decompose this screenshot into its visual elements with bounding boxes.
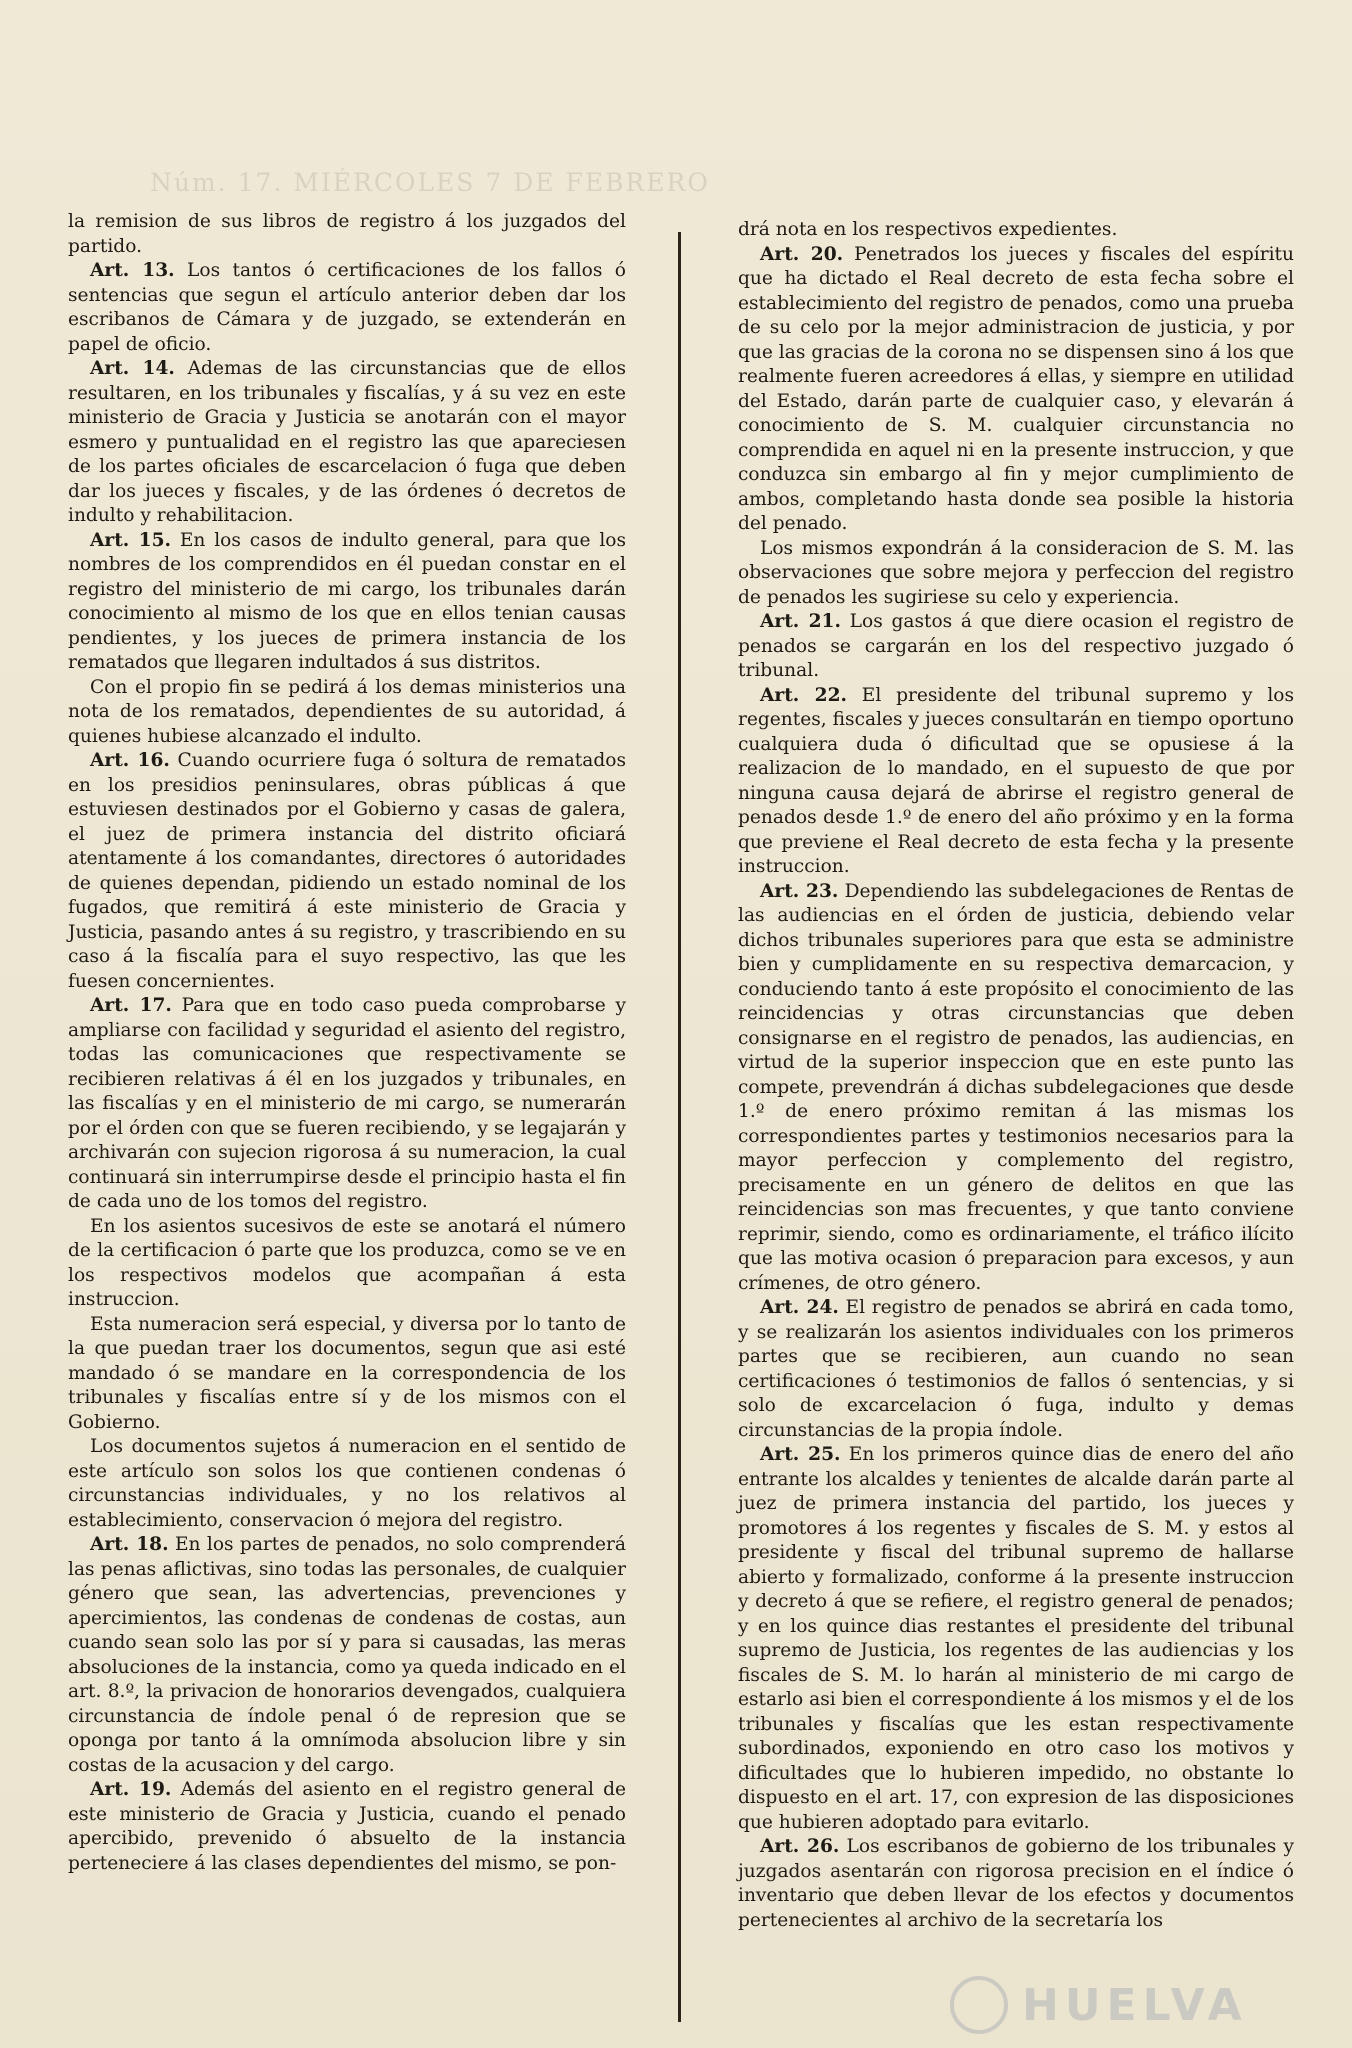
paragraph <box>738 684 1294 880</box>
article-number: Art. 18. <box>90 1534 169 1555</box>
article-number: Art. 26. <box>760 1836 840 1857</box>
paragraph-text: Los escribanos de gobierno de los tribunales y juzgados asentarán con rigorosa precision en el índice ó inventario que deben llevar de los efectos y documentos pertenecientes al archivo de la secretaría los <box>738 1836 1294 1931</box>
article-number: Art. 17. <box>90 995 172 1016</box>
paragraph <box>738 1443 1294 1835</box>
article-number: Art. 14. <box>90 358 175 379</box>
paragraph <box>68 1435 626 1533</box>
paragraph <box>738 1835 1294 1933</box>
paragraph <box>68 210 626 259</box>
paragraph <box>68 259 626 357</box>
watermark-text: HUELVA <box>1022 1979 1248 2031</box>
article-number: Art. 22. <box>760 684 847 706</box>
paragraph <box>738 243 1294 537</box>
article-number: Art. 21. <box>760 611 841 632</box>
article-number: Art. 20. <box>760 243 844 265</box>
paragraph-text: En los primeros quince dias de enero del año entrante los alcaldes y tenientes de alcalde darán parte al juez de primera instancia del partido, los jueces y promotores á los regentes y fiscales de S. M. y estos al presidente y fiscal del tribunal supremo de hallarse abierto y formalizado, conforme á la presente instruccion y decreto á que se refiere, el registro general de penados; y en los quince dias restantes el presidente del tribunal supremo de Justicia, los regentes de las audiencias y los fiscales de S. M. lo harán al ministerio de mi cargo de estarlo asi bien el correspondiente á los mismos y el de los tribunales y fiscalías que les estan respectivamente subordinados, exponiendo en otro caso los motivos y dificultades que lo hubieren impedido, no obstante lo dispuesto en el art. 17, con expresion de las disposiciones que hubieren adoptado para evitarlo. <box>738 1444 1294 1833</box>
left-column <box>68 210 626 1876</box>
paragraph-text: El registro de penados se abrirá en cada tomo, y se realizarán los asientos individuales con los primeros partes que se recibieren, aun cuando no sean certificaciones ó testimonios de fallos ó sentencias, y si solo de excarcelacion ó fuga, indulto y demas circunstancias de la propia índole. <box>738 1297 1294 1441</box>
paragraph <box>738 610 1294 684</box>
paragraph-text: Esta numeracion será especial, y diversa por lo tanto de la que puedan traer los documentos, segun que asi esté mandado ó se mandare en la correspondencia de los tribunales y fiscalías entre sí y de los mismos con el Gobierno. <box>68 1313 626 1433</box>
paragraph <box>68 994 626 1215</box>
paragraph-text: Además del asiento en el registro general de este ministerio de Gracia y Justicia, cuando el penado apercibido, prevenido ó absuelto de la instancia perteneciere á las clases dependientes del mismo, se pon- <box>68 1779 626 1874</box>
article-number: Art. 16. <box>90 750 170 771</box>
paragraph-text: Penetrados los jueces y fiscales del espíritu que ha dictado el Real decreto de esta fecha sobre el establecimiento del registro de penados, como una prueba de su celo por la mejor administracion de justicia, y por que las gracias de la corona no se dispensen sino á los que realmente fueren acreedores á ellas, y siempre en utilidad del Estado, darán parte de cualquier caso, y elevarán á conocimiento de S. M. cualquier circunstancia no comprendida en aquel ni en la presente instruccion, y que conduzca sin embargo al fin y mejor cumplimiento de ambos, completando hasta donde sea posible la historia del penado. <box>738 243 1295 534</box>
paragraph <box>738 537 1294 611</box>
article-number: Art. 19. <box>90 1779 172 1800</box>
paragraph <box>68 749 626 994</box>
paragraph-text: Los documentos sujetos á numeracion en el sentido de este artículo son solos los que contienen condenas ó circunstancias individuales, y no los relativos al establecimiento, conservacion ó mejora del registro. <box>68 1436 626 1531</box>
paragraph-text: drá nota en los respectivos expedientes. <box>738 219 1118 240</box>
bleed-through-header: Núm. 17. MIÉRCOLES 7 DE FEBRERO <box>150 168 710 197</box>
paragraph-text: Los mismos expondrán á la consideracion de S. M. las observaciones que sobre mejora y perfeccion del registro de penados les sugiriese su celo y experiencia. <box>738 537 1294 608</box>
paragraph-text: Los gastos á que diere ocasion el registro de penados se cargarán en los del respectivo juzgado ó tribunal. <box>738 611 1294 681</box>
article-number: Art. 25. <box>760 1444 841 1465</box>
column-divider <box>678 232 681 2022</box>
paragraph <box>738 1296 1294 1443</box>
paragraph-text: El presidente del tribunal supremo y los regentes, fiscales y jueces consultarán en tiempo oportuno cualquiera duda ó dificultad que se opusiese á la realizacion de lo mandado, en el supuesto de que por ninguna causa dejará de abrirse el registro general de penados desde 1.º de enero del año próximo y en la forma que previene el Real decreto de esta fecha y la presente instruccion. <box>738 684 1295 877</box>
seal-icon <box>950 1976 1008 2034</box>
paragraph <box>68 676 626 750</box>
paragraph-text: Los tantos ó certificaciones de los fallos ó sentencias que segun el artículo anterior deben dar los escribanos de Cámara y de juzgado, se extenderán en papel de oficio. <box>68 260 626 355</box>
paragraph <box>738 880 1294 1297</box>
paragraph <box>68 357 626 529</box>
paragraph-text: En los partes de penados, no solo comprenderá las penas aflictivas, sino todas las personales, de cualquier género que sean, las advertencias, prevenciones y apercimientos, las condenas de condenas de costas, aun cuando sean solo las por sí y para si causadas, las meras absoluciones de la instancia, como ya queda indicado en el art. 8.º, la privacion de honorarios devengados, cualquiera circunstancia de índole penal ó de represion que se oponga por tanto á la omnímoda absolucion libre y sin costas de la acusacion y del cargo. <box>68 1534 627 1776</box>
watermark <box>950 1975 1300 2035</box>
paragraph-text: En los casos de indulto general, para que los nombres de los comprendidos en él puedan constar en el registro del ministerio de mi cargo, los tribunales darán conocimiento al mismo de los que en ellos tenian causas pendientes, y los jueces de primera instancia de los rematados que llegaren indultados á sus distritos. <box>68 529 627 673</box>
article-number: Art. 13. <box>90 260 175 281</box>
paragraph-text: Con el propio fin se pedirá á los demas ministerios una nota de los rematados, dependientes de su autoridad, á quienes hubiese alcanzado el indulto. <box>68 676 626 747</box>
paragraph-text: En los asientos sucesivos de este se anotará el número de la certificacion ó parte que los produzca, como se ve en los respectivos modelos que acompañan á esta instruccion. <box>68 1215 626 1310</box>
paragraph-text: Ademas de las circunstancias que de ellos resultaren, en los tribunales y fiscalías, y á su vez en este ministerio de Gracia y Justicia se anotarán con el mayor esmero y puntualidad en el registro las que apareciesen de los partes oficiales de escarcelacion ó fuga que deben dar los jueces y fiscales, y de las órdenes ó decretos de indulto y rehabilitacion. <box>68 358 626 526</box>
paragraph-text: Dependiendo las subdelegaciones de Rentas de las audiencias en el órden de justicia, debiendo velar dichos tribunales superiores para que esta se administre bien y cumplidamente en su respectiva demarcacion, y conduciendo tanto á este propósito el conocimiento de las reincidencias y otras circunstancias que deben consignarse en el registro de penados, las audiencias, en virtud de la superior inspeccion que en este punto las compete, prevendrán á dichas subdelegaciones que desde 1.º de enero próximo remitan á las mismas los correspondientes partes y testimonios necesarios para la mayor perfeccion y complemento del registro, precisamente en un género de delitos en que las reincidencias son mas frecuentes, y que tanto conviene reprimir, siendo, como es ordinariamente, el tráfico ilícito que las motiva ocasion ó preparacion para excesos, y aun crímenes, de otro género. <box>738 880 1295 1294</box>
paragraph <box>68 1215 626 1313</box>
paragraph-text: la remision de sus libros de registro á los juzgados del partido. <box>68 211 626 257</box>
article-number: Art. 15. <box>90 529 172 551</box>
paragraph <box>738 218 1294 243</box>
paragraph-text: Cuando ocurriere fuga ó soltura de rematados en los presidios peninsulares, obras públicas á que estuviesen destinados por el Gobierno y casas de galera, el juez de primera instancia del distrito oficiará atentamente á los comandantes, directores ó autoridades de quienes dependan, pidiendo un estado nominal de los fugados, que remitirá á este ministerio de Gracia y Justicia, pasando antes á su registro, y trascribiendo en su caso á la fiscalía para el suyo respectivo, las que les fuesen concernientes. <box>68 750 626 992</box>
article-number: Art. 24. <box>760 1297 839 1318</box>
paragraph <box>68 1778 626 1876</box>
paragraph <box>68 529 626 676</box>
paragraph <box>68 1533 626 1778</box>
paragraph <box>68 1313 626 1436</box>
article-number: Art. 23. <box>760 880 839 902</box>
right-column <box>738 218 1294 1933</box>
paragraph-text: Para que en todo caso pueda comprobarse y ampliarse con facilidad y seguridad el asiento del registro, todas las comunicaciones que respectivamente se recibieren relativas á él en los juzgados y tribunales, en las fiscalías y en el ministerio de mi cargo, se numerarán por el órden con que se fueren recibiendo, y se legajarán y archivarán con sujecion rigorosa á su numeracion, la cual continuará sin interrumpirse desde el principio hasta el fin de cada uno de los tomos del registro. <box>68 995 626 1212</box>
